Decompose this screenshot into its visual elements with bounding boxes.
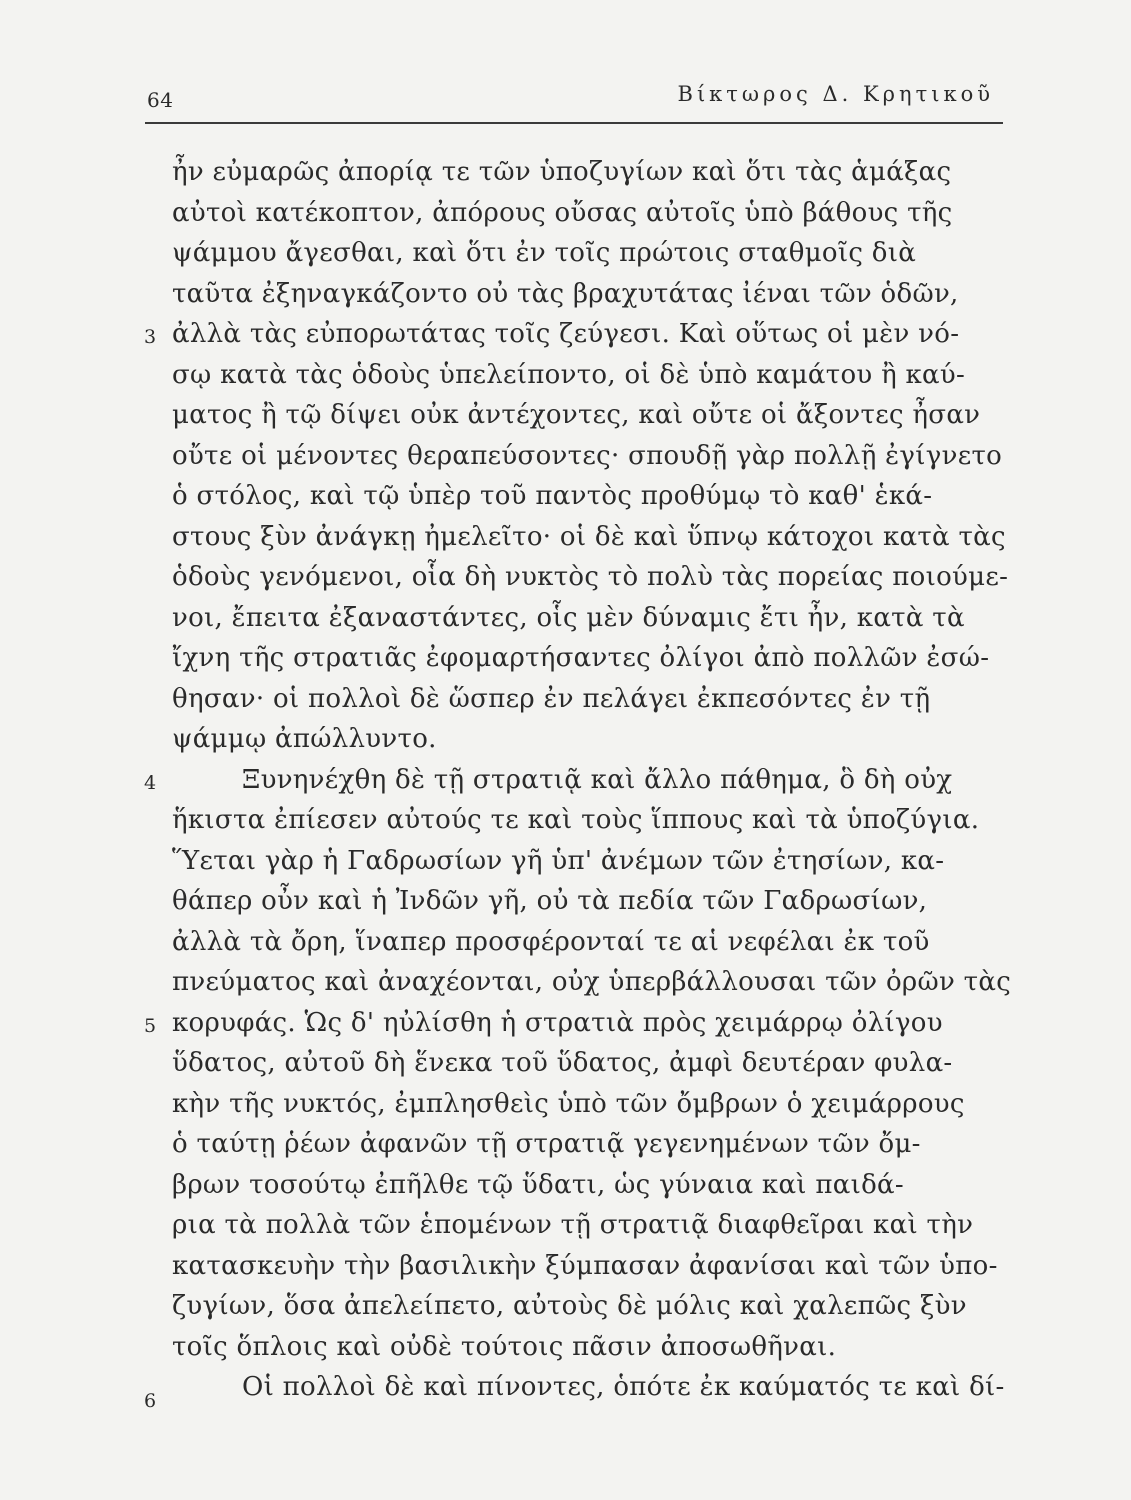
text-line	[172, 1124, 1012, 1165]
text-line	[172, 881, 1012, 922]
line-text: ψάμμῳ ἀπώλλυντο.	[172, 724, 437, 754]
text-line	[172, 922, 1012, 963]
text-line	[172, 1205, 1012, 1246]
text-line	[144, 314, 1012, 355]
line-text: ἦν εὐμαρῶς ἀπορίᾳ τε τῶν ὑποζυγίων καὶ ὅτι τὰς ἁμάξας	[172, 157, 952, 187]
line-text: ζυγίων, ὅσα ἀπελείπετο, αὐτοὺς δὲ μόλις καὶ χαλεπῶς ξὺν	[172, 1291, 967, 1321]
line-text: Ξυνηνέχθη δὲ τῇ στρατιᾷ καὶ ἄλλο πάθημα, ὃ δὴ οὐχ	[242, 764, 953, 795]
text-line	[172, 233, 1012, 274]
text-line	[172, 719, 1012, 760]
line-text: Οἱ πολλοὶ δὲ καὶ πίνοντες, ὁπότε ἐκ καύματός τε καὶ δί-	[242, 1372, 1005, 1402]
line-text: σῳ κατὰ τὰς ὁδοὺς ὑπελείποντο, οἱ δὲ ὑπὸ καμάτου ἢ καύ-	[172, 359, 966, 390]
text-line	[172, 962, 1012, 1003]
section-number: 3	[144, 326, 157, 348]
header-rule	[145, 122, 1003, 124]
line-text: ὕδατος, αὐτοῦ δὴ ἕνεκα τοῦ ὕδατος, ἀμφὶ δευτέραν φυλα-	[172, 1048, 953, 1078]
text-line	[172, 193, 1012, 234]
text-line	[144, 1367, 1012, 1412]
line-text: νοι, ἔπειτα ἐξαναστάντες, οἷς μὲν δύναμις ἔτι ἦν, κατὰ τὰ	[172, 602, 965, 633]
section-number: 4	[144, 771, 157, 794]
line-text: στους ξὺν ἀνάγκῃ ἠμελεῖτο· οἱ δὲ καὶ ὕπνῳ κάτοχοι κατὰ τὰς	[172, 521, 1006, 552]
text-line	[172, 1084, 1012, 1125]
line-text: θησαν· οἱ πολλοὶ δὲ ὥσπερ ἐν πελάγει ἐκπεσόντες ἐν τῇ	[172, 683, 931, 714]
text-line	[172, 355, 1012, 396]
line-text: ὁ ταύτῃ ῥέων ἀφανῶν τῇ στρατιᾷ γεγενημένων τῶν ὄμ-	[172, 1129, 921, 1159]
text-line	[172, 517, 1012, 558]
line-text: ψάμμου ἄγεσθαι, καὶ ὅτι ἐν τοῖς πρώτοις σταθμοῖς διὰ	[172, 238, 917, 268]
text-line	[172, 800, 1012, 841]
line-text: κορυφάς. Ὡς δ' ηὐλίσθη ἡ στρατιὰ πρὸς χειμάρρῳ ὀλίγου	[172, 1007, 943, 1038]
text-line	[172, 152, 1012, 193]
line-text: ἀλλὰ τὰ ὄρη, ἵναπερ προσφέρονταί τε αἱ νεφέλαι ἐκ τοῦ	[172, 926, 930, 957]
text-line	[144, 760, 1012, 801]
line-text: οὔτε οἱ μένοντες θεραπεύσοντες· σπουδῇ γὰρ πολλῇ ἐγίγνετο	[172, 440, 1003, 471]
line-text: ρια τὰ πολλὰ τῶν ἑπομένων τῇ στρατιᾷ διαφθεῖραι καὶ τὴν	[172, 1210, 974, 1240]
line-text: κὴν τῆς νυκτός, ἐμπλησθεὶς ὑπὸ τῶν ὄμβρων ὁ χειμάρρους	[172, 1088, 965, 1119]
section-number: 5	[144, 1014, 157, 1037]
line-text: θάπερ οὖν καὶ ἡ Ἰνδῶν γῆ, οὐ τὰ πεδία τῶν Γαδρωσίων,	[172, 886, 928, 916]
body-text	[144, 152, 1012, 1412]
line-text: ἥκιστα ἐπίεσεν αὐτούς τε καὶ τοὺς ἵππους καὶ τὰ ὑποζύγια.	[172, 805, 980, 835]
line-text: ἴχνη τῆς στρατιᾶς ἐφομαρτήσαντες ὀλίγοι ἀπὸ πολλῶν ἐσώ-	[172, 643, 990, 673]
line-text: ματος ἢ τῷ δίψει οὐκ ἀντέχοντες, καὶ οὔτε οἱ ἄξοντες ἦσαν	[172, 400, 981, 430]
text-line	[172, 1165, 1012, 1206]
text-line	[172, 1327, 1012, 1368]
text-line	[144, 1003, 1012, 1044]
text-line	[172, 638, 1012, 679]
text-line	[172, 1043, 1012, 1084]
text-line	[172, 395, 1012, 436]
line-text: τοῖς ὅπλοις καὶ οὐδὲ τούτοις πᾶσιν ἀποσωθῆναι.	[172, 1331, 837, 1362]
running-head: Βίκτωρος Δ. Κρητικοῦ	[677, 82, 994, 106]
line-text: βρων τοσούτῳ ἐπῆλθε τῷ ὕδατι, ὡς γύναια καὶ παιδά-	[172, 1169, 904, 1200]
line-text: κατασκευὴν τὴν βασιλικὴν ξύμπασαν ἀφανίσαι καὶ τῶν ὑπο-	[172, 1250, 998, 1281]
text-line	[172, 1246, 1012, 1287]
line-text: ἀλλὰ τὰς εὐπορωτάτας τοῖς ζεύγεσι. Καὶ οὕτως οἱ μὲν νό-	[172, 319, 960, 349]
text-line	[172, 436, 1012, 477]
line-text: ὁ στόλος, καὶ τῷ ὑπὲρ τοῦ παντὸς προθύμῳ τὸ καθ' ἑκά-	[172, 481, 933, 511]
text-line	[172, 557, 1012, 598]
section-number: 6	[144, 1390, 157, 1412]
text-line	[172, 598, 1012, 639]
text-line	[172, 476, 1012, 517]
text-line	[172, 679, 1012, 720]
text-line	[172, 274, 1012, 315]
text-line	[172, 1286, 1012, 1327]
line-text: Ὕεται γὰρ ἡ Γαδρωσίων γῆ ὑπ' ἀνέμων τῶν ἐτησίων, κα-	[172, 845, 945, 876]
line-text: ταῦτα ἐξηναγκάζοντο οὐ τὰς βραχυτάτας ἰέναι τῶν ὁδῶν,	[172, 278, 959, 309]
page-number: 64	[147, 88, 174, 112]
line-text: πνεύματος καὶ ἀναχέονται, οὐχ ὑπερβάλλουσαι τῶν ὀρῶν τὰς	[172, 967, 1012, 997]
line-text: αὐτοὶ κατέκοπτον, ἀπόρους οὔσας αὐτοῖς ὑπὸ βάθους τῆς	[172, 197, 953, 228]
line-text: ὁδοὺς γενόμενοι, οἷα δὴ νυκτὸς τὸ πολὺ τὰς πορείας ποιούμε-	[172, 562, 1009, 592]
text-line	[172, 841, 1012, 882]
